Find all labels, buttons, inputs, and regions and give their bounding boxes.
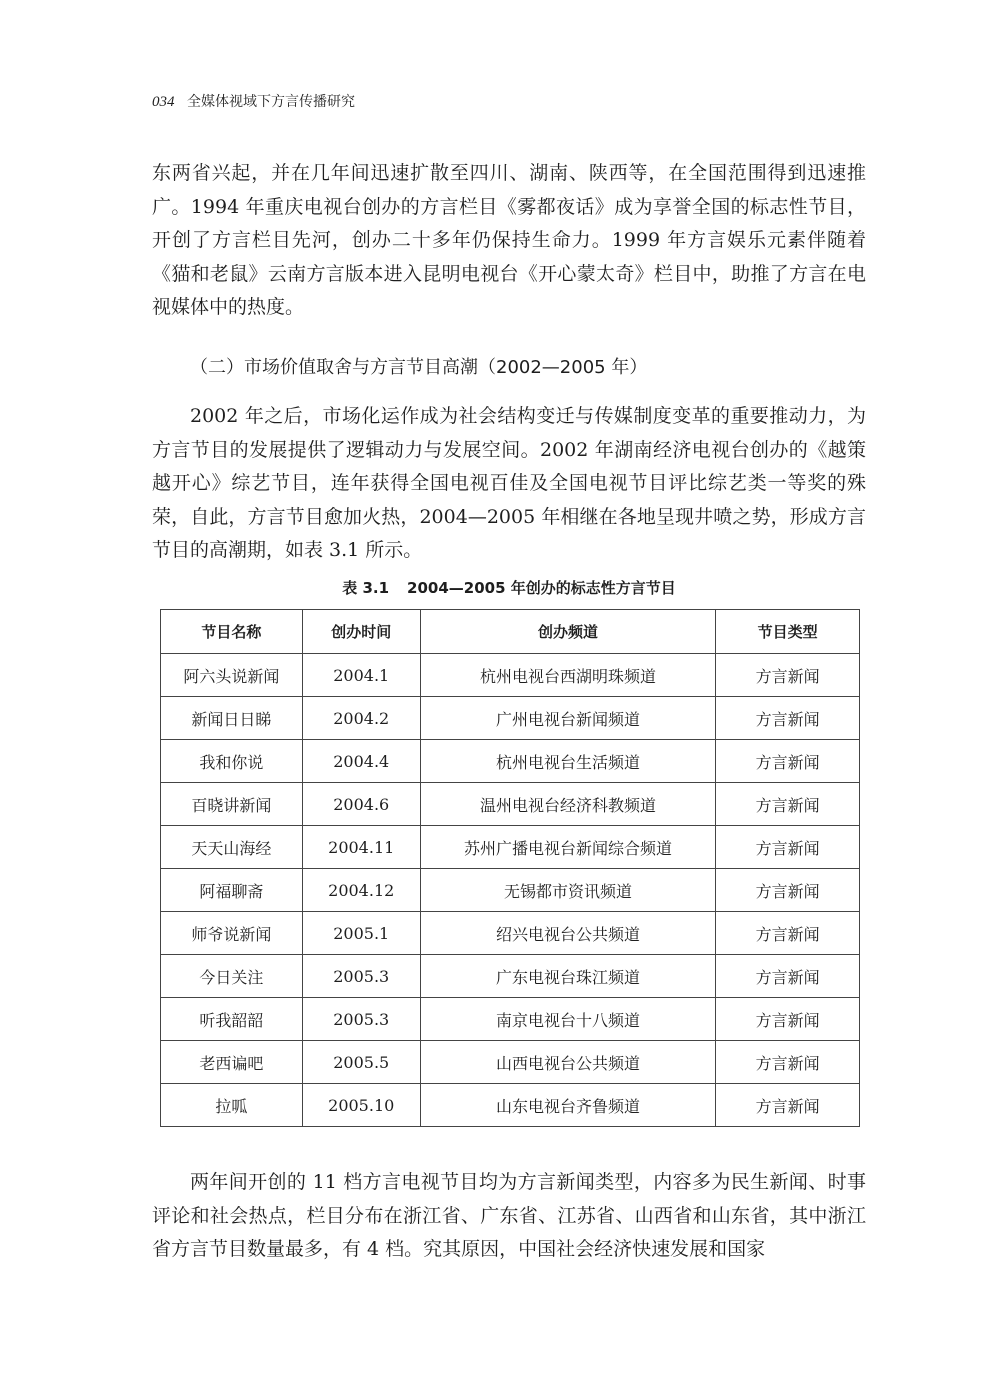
cell-program-type: 方言新闻 [716,654,860,697]
table-caption-title: 2004—2005 年创办的标志性方言节目 [407,579,676,597]
column-header-type: 节目类型 [716,610,860,654]
table-row [161,826,860,869]
cell-channel: 广州电视台新闻频道 [420,697,716,740]
table-row [161,1041,860,1084]
cell-program-type: 方言新闻 [716,912,860,955]
cell-program-type: 方言新闻 [716,1041,860,1084]
table-caption [152,577,866,598]
column-header-channel: 创办频道 [420,610,716,654]
cell-program-type: 方言新闻 [716,869,860,912]
cell-program-name: 师爷说新闻 [161,912,303,955]
table-row [161,697,860,740]
cell-program-type: 方言新闻 [716,998,860,1041]
cell-channel: 杭州电视台西湖明珠频道 [420,654,716,697]
cell-program-type: 方言新闻 [716,1084,860,1127]
cell-channel: 山东电视台齐鲁频道 [420,1084,716,1127]
cell-program-name: 听我韶韶 [161,998,303,1041]
cell-program-name: 新闻日日睇 [161,697,303,740]
cell-program-type: 方言新闻 [716,826,860,869]
paragraph-1: 东两省兴起，并在几年间迅速扩散至四川、湖南、陕西等，在全国范围得到迅速推广。1994 年重庆电视台创办的方言栏目《雾都夜话》成为享誉全国的标志性节目，开创了方言栏目先河，创办二十多年仍保持生命力。1999 年方言娱乐元素伴随着《猫和老鼠》云南方言版本进入昆明电视台《开心蒙太奇》栏目中，助推了方言在电视媒体中的热度。 [152,162,866,318]
cell-start-date: 2005.10 [302,1084,420,1127]
paragraph-3: 两年间开创的 11 档方言电视节目均为方言新闻类型，内容多为民生新闻、时事评论和社会热点，栏目分布在浙江省、广东省、江苏省、山西省和山东省，其中浙江省方言节目数量最多，有 4 档。究其原因，中国社会经济快速发展和国家 [152,1171,866,1260]
table-caption-label: 表 3.1 [342,579,390,597]
cell-channel: 山西电视台公共频道 [420,1041,716,1084]
cell-channel: 绍兴电视台公共频道 [420,912,716,955]
section-subheading: （二）市场价值取舍与方言节目高潮（2002—2005 年） [190,357,648,378]
cell-program-name: 我和你说 [161,740,303,783]
cell-start-date: 2004.6 [302,783,420,826]
cell-program-name: 老西谝吧 [161,1041,303,1084]
running-header [152,91,355,111]
cell-program-name: 拉呱 [161,1084,303,1127]
cell-program-name: 阿福聊斋 [161,869,303,912]
cell-start-date: 2004.1 [302,654,420,697]
cell-channel: 苏州广播电视台新闻综合频道 [420,826,716,869]
cell-start-date: 2004.11 [302,826,420,869]
cell-channel: 南京电视台十八频道 [420,998,716,1041]
column-header-name: 节目名称 [161,610,303,654]
cell-program-name: 百晓讲新闻 [161,783,303,826]
cell-program-name: 天天山海经 [161,826,303,869]
cell-channel: 杭州电视台生活频道 [420,740,716,783]
page-number: 034 [152,94,175,110]
cell-start-date: 2004.4 [302,740,420,783]
cell-program-name: 阿六头说新闻 [161,654,303,697]
program-table [160,609,860,1127]
cell-start-date: 2005.5 [302,1041,420,1084]
table-row [161,998,860,1041]
book-title: 全媒体视域下方言传播研究 [186,94,355,110]
table-row [161,869,860,912]
cell-program-type: 方言新闻 [716,783,860,826]
cell-program-type: 方言新闻 [716,740,860,783]
cell-start-date: 2004.2 [302,697,420,740]
cell-channel: 温州电视台经济科教频道 [420,783,716,826]
cell-channel: 无锡都市资讯频道 [420,869,716,912]
table-header-row [161,610,860,654]
cell-start-date: 2005.3 [302,998,420,1041]
cell-program-type: 方言新闻 [716,697,860,740]
table-row [161,912,860,955]
cell-program-name: 今日关注 [161,955,303,998]
table-row [161,783,860,826]
cell-start-date: 2004.12 [302,869,420,912]
column-header-date: 创办时间 [302,610,420,654]
table-row [161,1084,860,1127]
cell-start-date: 2005.3 [302,955,420,998]
table-row [161,955,860,998]
cell-program-type: 方言新闻 [716,955,860,998]
cell-start-date: 2005.1 [302,912,420,955]
table-row [161,740,860,783]
table-row [161,654,860,697]
paragraph-2: 2002 年之后，市场化运作成为社会结构变迁与传媒制度变革的重要推动力，为方言节目的发展提供了逻辑动力与发展空间。2002 年湖南经济电视台创办的《越策越开心》综艺节目，连年获得全国电视百佳及全国电视节目评比综艺类一等奖的殊荣，自此，方言节目愈加火热，2004—2005 年相继在各地呈现井喷之势，形成方言节目的高潮期，如表 3.1 所示。 [152,405,866,561]
cell-channel: 广东电视台珠江频道 [420,955,716,998]
